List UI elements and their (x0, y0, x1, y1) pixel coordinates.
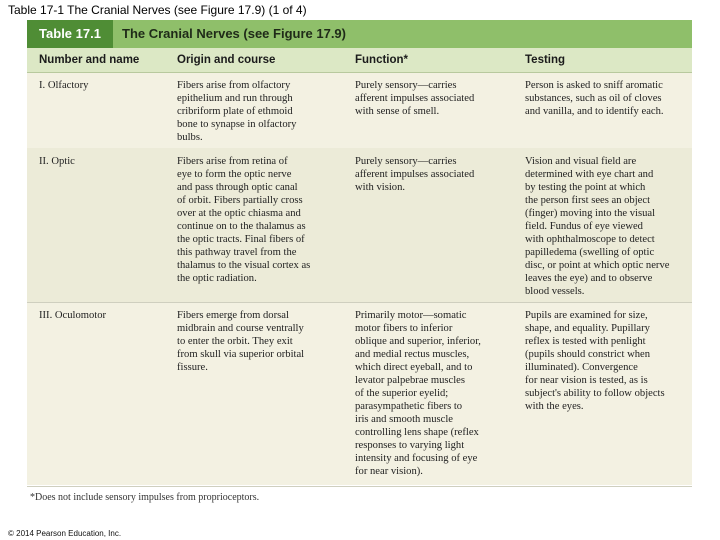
cell-line: (finger) moving into the visual (525, 208, 656, 219)
cell-nerve-name: I. Olfactory (39, 80, 89, 91)
cell-line: iris and smooth muscle (355, 414, 453, 425)
column-header-function: Function* (355, 54, 409, 66)
cell-line: and vanilla, and to identify each. (525, 106, 664, 117)
cell-line: for near vision is tested, as is (525, 375, 648, 386)
cell-line: Fibers arise from olfactory (177, 80, 291, 91)
cell-origin-course (177, 309, 304, 374)
cell-nerve-name: III. Oculomotor (39, 310, 107, 321)
cell-testing (525, 309, 665, 413)
cell-line: this pathway travel from the (177, 247, 297, 258)
cell-nerve-name: II. Optic (39, 156, 75, 167)
column-header-origin: Origin and course (177, 54, 276, 66)
cell-line: levator palpebrae muscles (355, 375, 466, 386)
cell-line: Primarily motor—somatic (355, 310, 467, 321)
cell-line: midbrain and course ventrally (177, 323, 304, 334)
cranial-nerves-table (27, 20, 692, 485)
cell-function (355, 309, 481, 478)
cell-line: responses to varying light (355, 440, 465, 451)
table-heading: The Cranial Nerves (see Figure 17.9) (122, 26, 346, 41)
cell-line: eye to form the optic nerve (177, 169, 292, 180)
cell-line: the person first sees an object (525, 195, 651, 206)
cell-line: subject's ability to follow objects (525, 388, 665, 399)
cell-line: to enter the orbit. They exit (177, 336, 293, 347)
cell-testing (525, 155, 669, 298)
slide-title: Table 17-1 The Cranial Nerves (see Figure 17.9) (1 of 4) (8, 3, 307, 17)
cell-line: the optic radiation. (177, 273, 257, 284)
cell-line: cribriform plate of ethmoid (177, 106, 293, 117)
cell-line: with vision. (355, 182, 406, 193)
cell-line: by testing the point at which (525, 182, 646, 193)
cell-line: shape, and equality. Pupillary (525, 323, 650, 334)
cell-line: field. Fundus of eye viewed (525, 221, 643, 232)
copyright-notice: © 2014 Pearson Education, Inc. (8, 529, 122, 538)
cell-line: of orbit. Fibers partially cross (177, 195, 303, 206)
cell-line: disc, or point at which optic nerve (525, 260, 670, 271)
cell-line: with sense of smell. (355, 106, 440, 117)
cell-line: and pass through optic canal (177, 182, 298, 193)
cell-line: which direct eyeball, and to (355, 362, 473, 373)
cell-origin-course (177, 79, 296, 144)
cell-line: for near vision). (355, 466, 423, 477)
table-footnote: *Does not include sensory impulses from proprioceptors. (30, 492, 260, 503)
cell-line: the optic tracts. Final fibers of (177, 234, 305, 245)
cell-line: from skull via superior orbital (177, 349, 305, 360)
cell-line: afferent impulses associated (355, 169, 475, 180)
cell-line: afferent impulses associated (355, 93, 475, 104)
cell-line: bone to synapse in olfactory (177, 119, 297, 130)
cell-line: determined with eye chart and (525, 169, 654, 180)
cell-line: intensity and focusing of eye (355, 453, 478, 464)
cell-line: bulbs. (177, 132, 203, 143)
cell-line: reflex is tested with penlight (525, 336, 646, 347)
cell-line: with the eyes. (525, 401, 584, 412)
cell-line: Person is asked to sniff aromatic (525, 80, 663, 91)
cell-line: substances, such as oil of cloves (525, 93, 662, 104)
cell-line: over at the optic chiasma and (177, 208, 301, 219)
cell-line: thalamus to the visual cortex as (177, 260, 311, 271)
cell-line: Fibers emerge from dorsal (177, 310, 289, 321)
cell-line: Fibers arise from retina of (177, 156, 288, 167)
cell-line: blood vessels. (525, 286, 585, 297)
cell-line: controlling lens shape (reflex (355, 427, 479, 438)
cell-line: illuminated). Convergence (525, 362, 638, 373)
cell-function (355, 155, 474, 194)
cell-line: parasympathetic fibers to (355, 401, 463, 412)
cell-line: continue on to the thalamus as (177, 221, 306, 232)
cell-line: Vision and visual field are (525, 156, 637, 167)
cell-line: Purely sensory—carries (355, 80, 457, 91)
column-header-row (27, 48, 692, 73)
cell-line: Pupils are examined for size, (525, 310, 648, 321)
cell-line: with ophthalmoscope to detect (525, 234, 655, 245)
cell-origin-course (177, 155, 310, 285)
table-header-band (27, 20, 692, 48)
table-row (27, 72, 692, 149)
table-row (27, 148, 692, 303)
cell-line: motor fibers to inferior (355, 323, 453, 334)
cell-line: papilledema (swelling of optic (525, 247, 655, 258)
cell-line: of the superior eyelid; (355, 388, 449, 399)
cell-line: (pupils should constrict when (525, 349, 651, 360)
cell-testing (525, 79, 664, 118)
table-row (27, 302, 692, 485)
cell-line: oblique and superior, inferior, (355, 336, 481, 347)
column-header-number-name: Number and name (39, 54, 140, 66)
cell-line: and medial rectus muscles, (355, 349, 470, 360)
table-footer-rule (27, 486, 692, 487)
cell-function (355, 79, 474, 118)
cell-line: Purely sensory—carries (355, 156, 457, 167)
cell-line: fissure. (177, 362, 208, 373)
cell-line: epithelium and run through (177, 93, 293, 104)
table-number-label: Table 17.1 (27, 20, 113, 48)
cell-line: leaves the eye) and to observe (525, 273, 653, 284)
column-header-testing: Testing (525, 54, 566, 66)
